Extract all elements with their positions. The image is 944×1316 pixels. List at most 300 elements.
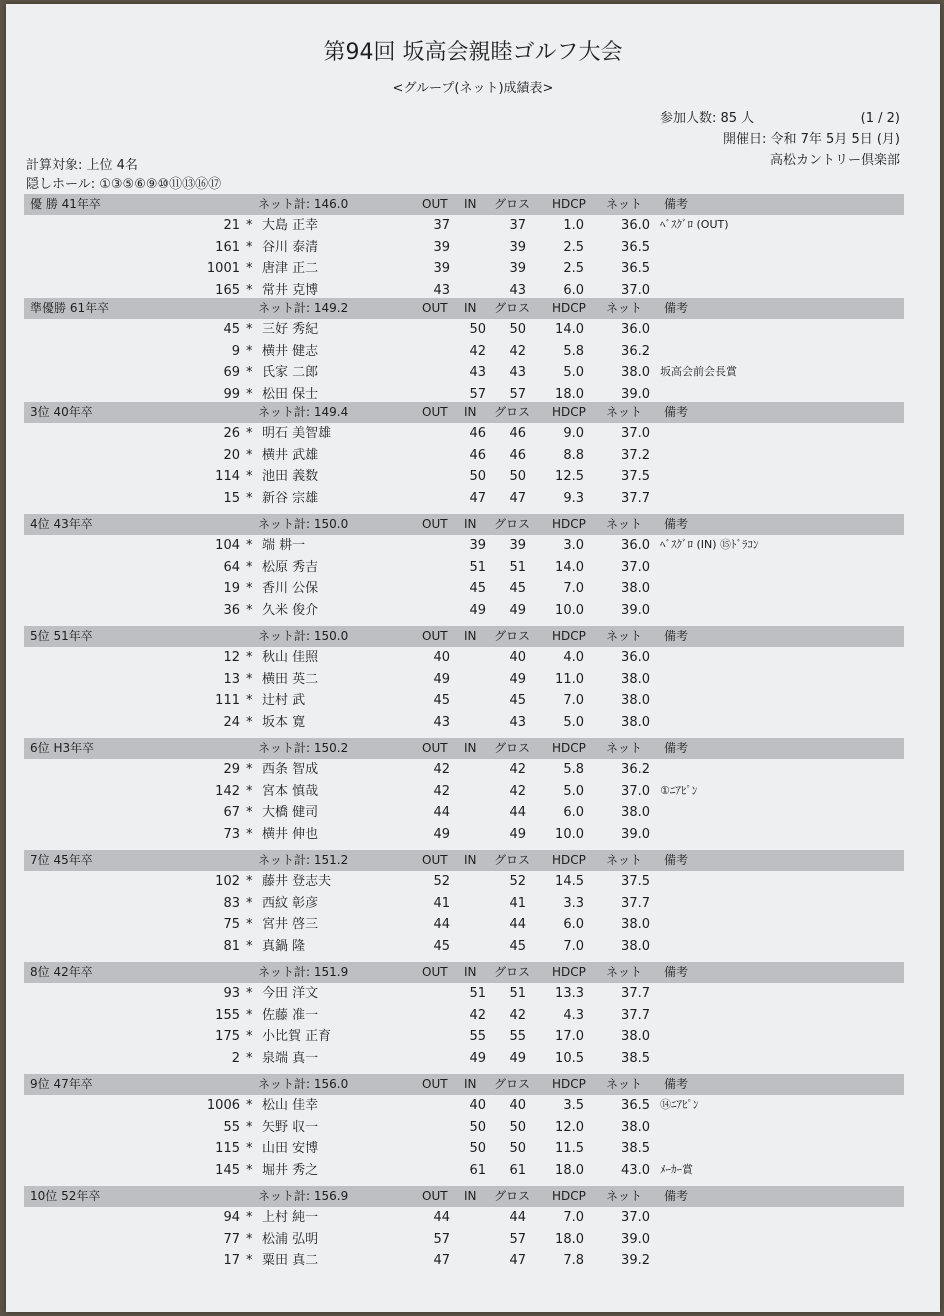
player-name: 坂本 寛 <box>262 714 306 730</box>
handicap: 6.0 <box>563 282 584 298</box>
player-name: 氏家 二郎 <box>262 365 319 380</box>
player-name: 山田 安博 <box>262 1141 319 1156</box>
col-note-header: 備考 <box>664 853 689 867</box>
col-hdcp-header: HDCP <box>552 197 586 211</box>
player-star: * <box>246 895 253 911</box>
player-number: 45 <box>223 322 240 337</box>
score-net: 43.0 <box>621 1162 650 1178</box>
player-name: 宮本 慎哉 <box>262 783 319 799</box>
player-row <box>6 914 940 935</box>
player-row <box>6 215 940 236</box>
col-note-header: 備考 <box>664 301 689 315</box>
handicap: 13.3 <box>555 986 584 1001</box>
player-number: 9 <box>231 343 240 359</box>
player-row <box>6 1117 940 1138</box>
player-row <box>6 936 940 957</box>
player-name: 宮井 啓三 <box>262 917 319 932</box>
handicap: 3.0 <box>563 538 584 553</box>
score-out: 47 <box>433 1253 450 1268</box>
col-hdcp-header: HDCP <box>552 629 586 643</box>
handicap: 2.5 <box>563 261 584 276</box>
handicap: 18.0 <box>555 386 584 402</box>
score-gross: 50 <box>509 322 526 337</box>
col-hdcp-header: HDCP <box>552 741 586 755</box>
player-star: * <box>246 602 253 618</box>
score-net: 38.5 <box>621 1141 650 1156</box>
score-out: 44 <box>433 1210 450 1225</box>
player-name: 久米 俊介 <box>262 602 319 618</box>
score-gross: 49 <box>509 826 526 842</box>
player-name: 池田 義数 <box>262 469 319 484</box>
score-in: 43 <box>469 365 486 380</box>
player-star: * <box>246 1098 253 1113</box>
remark: ⑭ﾆｱﾋﾟﾝ <box>660 1098 699 1111</box>
score-net: 36.2 <box>621 762 650 777</box>
group-header <box>24 962 904 983</box>
player-name: 横井 健志 <box>262 343 319 359</box>
score-in: 50 <box>469 322 486 337</box>
score-net: 37.7 <box>621 490 650 506</box>
player-row <box>6 445 940 466</box>
player-row <box>6 647 940 668</box>
score-gross: 39 <box>509 538 526 553</box>
score-out: 49 <box>433 826 450 842</box>
player-star: * <box>246 343 253 359</box>
col-gross-header: グロス <box>494 629 531 643</box>
player-row <box>6 759 940 780</box>
player-number: 13 <box>223 671 240 687</box>
page-title: 第94回 坂高会親睦ゴルフ大会 <box>323 40 623 65</box>
score-net: 38.0 <box>621 917 650 932</box>
score-net: 37.5 <box>621 469 650 484</box>
col-note-header: 備考 <box>664 197 689 211</box>
player-star: * <box>246 1210 253 1225</box>
player-number: 36 <box>223 602 240 618</box>
group-rank: 4位 43年卒 <box>30 517 93 531</box>
remark: ①ﾆｱﾋﾟﾝ <box>660 783 698 797</box>
score-in: 46 <box>469 447 486 463</box>
handicap: 5.0 <box>563 783 584 799</box>
score-gross: 57 <box>509 1231 526 1247</box>
player-row <box>6 824 940 845</box>
score-gross: 50 <box>509 1119 526 1135</box>
player-star: * <box>246 469 253 484</box>
col-in-header: IN <box>464 301 477 315</box>
participants: 参加人数: 85 人 <box>660 111 755 126</box>
score-net: 39.0 <box>621 826 650 842</box>
player-name: 端 耕一 <box>262 538 306 553</box>
score-out: 40 <box>433 650 450 665</box>
score-net: 37.0 <box>621 282 650 298</box>
player-name: 秋山 佳照 <box>262 650 319 665</box>
score-in: 49 <box>469 1050 486 1066</box>
col-net-header: ネット <box>606 1077 643 1091</box>
group-header <box>24 626 904 647</box>
col-note-header: 備考 <box>664 517 689 531</box>
col-note-header: 備考 <box>664 629 689 643</box>
score-out: 57 <box>433 1231 450 1247</box>
player-number: 12 <box>223 650 240 665</box>
player-star: * <box>246 714 253 730</box>
group-header <box>24 298 904 319</box>
col-hdcp-header: HDCP <box>552 1189 586 1203</box>
player-star: * <box>246 1007 253 1023</box>
handicap: 5.8 <box>563 343 584 359</box>
page-subtitle: <グループ(ネット)成績表> <box>392 81 554 96</box>
handicap: 12.0 <box>555 1119 584 1135</box>
player-star: * <box>246 762 253 777</box>
player-row <box>6 535 940 556</box>
score-in: 57 <box>469 386 486 402</box>
score-gross: 44 <box>509 1210 526 1225</box>
score-gross: 49 <box>509 1050 526 1066</box>
col-in-header: IN <box>464 197 477 211</box>
handicap: 11.0 <box>555 671 584 687</box>
player-star: * <box>246 1141 253 1156</box>
event-date: 開催日: 令和 7年 5月 5日 (月) <box>723 132 900 147</box>
handicap: 7.0 <box>563 693 584 708</box>
score-out: 42 <box>433 762 450 777</box>
group-rank: 準優勝 61年卒 <box>30 301 110 315</box>
score-gross: 40 <box>509 650 526 665</box>
score-gross: 57 <box>509 386 526 402</box>
remark: 坂高会前会長賞 <box>660 365 737 378</box>
score-net: 39.2 <box>621 1253 650 1268</box>
score-gross: 45 <box>509 938 526 954</box>
player-star: * <box>246 805 253 820</box>
player-star: * <box>246 1119 253 1135</box>
player-star: * <box>246 826 253 842</box>
player-number: 17 <box>223 1253 240 1268</box>
player-row <box>6 1048 940 1069</box>
player-number: 20 <box>223 447 240 463</box>
player-star: * <box>246 282 253 298</box>
player-row <box>6 578 940 599</box>
score-net: 36.0 <box>621 650 650 665</box>
group-net-total: ネット計: 150.0 <box>258 629 349 643</box>
score-net: 38.0 <box>621 581 650 596</box>
player-name: 矢野 収一 <box>262 1119 319 1135</box>
col-gross-header: グロス <box>494 1077 531 1091</box>
col-out-header: OUT <box>422 965 448 979</box>
group-net-total: ネット計: 150.0 <box>258 517 349 531</box>
col-net-header: ネット <box>606 741 643 755</box>
col-net-header: ネット <box>606 197 643 211</box>
player-number: 21 <box>223 218 240 233</box>
player-name: 西条 智成 <box>262 762 319 777</box>
player-row <box>6 362 940 383</box>
player-name: 横田 英二 <box>262 671 319 687</box>
handicap: 2.5 <box>563 239 584 255</box>
col-gross-header: グロス <box>494 741 531 755</box>
player-name: 泉端 真一 <box>262 1050 319 1066</box>
group-net-total: ネット計: 151.9 <box>258 965 349 979</box>
player-row <box>6 1229 940 1250</box>
player-name: 上村 純一 <box>262 1210 319 1225</box>
player-number: 77 <box>223 1231 240 1247</box>
col-net-header: ネット <box>606 405 643 419</box>
score-net: 37.7 <box>621 1007 650 1023</box>
score-net: 36.5 <box>621 239 650 255</box>
col-out-header: OUT <box>422 853 448 867</box>
results-sheet <box>6 4 940 1312</box>
col-gross-header: グロス <box>494 1189 531 1203</box>
handicap: 7.0 <box>563 1210 584 1225</box>
player-number: 64 <box>223 559 240 575</box>
player-name: 香川 公保 <box>262 581 319 596</box>
handicap: 7.0 <box>563 938 584 954</box>
player-star: * <box>246 1029 253 1044</box>
score-net: 36.0 <box>621 538 650 553</box>
player-star: * <box>246 426 253 441</box>
player-star: * <box>246 261 253 276</box>
player-name: 藤井 登志夫 <box>262 874 332 889</box>
player-number: 142 <box>215 783 240 799</box>
player-row <box>6 1138 940 1159</box>
score-in: 51 <box>469 559 486 575</box>
player-number: 161 <box>215 239 240 255</box>
player-number: 73 <box>223 826 240 842</box>
score-net: 39.0 <box>621 386 650 402</box>
col-note-header: 備考 <box>664 405 689 419</box>
score-out: 49 <box>433 671 450 687</box>
score-gross: 61 <box>509 1162 526 1178</box>
col-note-header: 備考 <box>664 965 689 979</box>
col-net-header: ネット <box>606 301 643 315</box>
group-header <box>24 1186 904 1207</box>
score-gross: 43 <box>509 282 526 298</box>
score-in: 55 <box>469 1029 486 1044</box>
player-row <box>6 802 940 823</box>
handicap: 5.8 <box>563 762 584 777</box>
player-row <box>6 488 940 509</box>
col-gross-header: グロス <box>494 405 531 419</box>
player-row <box>6 423 940 444</box>
handicap: 18.0 <box>555 1231 584 1247</box>
player-number: 75 <box>223 917 240 932</box>
group-rank: 7位 45年卒 <box>30 853 93 867</box>
player-row <box>6 893 940 914</box>
score-out: 45 <box>433 938 450 954</box>
player-number: 69 <box>223 365 240 380</box>
handicap: 14.0 <box>555 559 584 575</box>
handicap: 6.0 <box>563 805 584 820</box>
handicap: 10.0 <box>555 602 584 618</box>
handicap: 7.8 <box>563 1253 584 1268</box>
score-gross: 51 <box>509 559 526 575</box>
group-header <box>24 738 904 759</box>
remark: ﾍﾞｽｸﾞﾛ (IN) ⑮ﾄﾞﾗｺﾝ <box>660 538 759 551</box>
handicap: 4.3 <box>563 1007 584 1023</box>
score-net: 37.0 <box>621 426 650 441</box>
player-number: 2 <box>231 1050 240 1066</box>
group-net-total: ネット計: 156.9 <box>258 1189 349 1203</box>
player-number: 67 <box>223 805 240 820</box>
player-row <box>6 1207 940 1228</box>
player-name: 西紋 彰彦 <box>262 895 319 911</box>
player-star: * <box>246 447 253 463</box>
score-in: 42 <box>469 343 486 359</box>
col-gross-header: グロス <box>494 517 531 531</box>
player-name: 谷川 泰清 <box>262 239 319 255</box>
score-in: 39 <box>469 538 486 553</box>
score-net: 37.7 <box>621 986 650 1001</box>
handicap: 9.3 <box>563 490 584 506</box>
col-net-header: ネット <box>606 629 643 643</box>
score-gross: 39 <box>509 239 526 255</box>
col-out-header: OUT <box>422 405 448 419</box>
group-net-total: ネット計: 156.0 <box>258 1077 349 1091</box>
score-gross: 45 <box>509 581 526 596</box>
col-hdcp-header: HDCP <box>552 853 586 867</box>
player-row <box>6 690 940 711</box>
player-number: 1006 <box>206 1098 240 1113</box>
score-out: 39 <box>433 261 450 276</box>
score-gross: 44 <box>509 917 526 932</box>
score-net: 38.0 <box>621 693 650 708</box>
group-header <box>24 850 904 871</box>
player-name: 松山 佳幸 <box>262 1098 319 1113</box>
player-star: * <box>246 917 253 932</box>
score-net: 38.0 <box>621 714 650 730</box>
player-row <box>6 1026 940 1047</box>
col-out-header: OUT <box>422 301 448 315</box>
score-gross: 42 <box>509 343 526 359</box>
col-hdcp-header: HDCP <box>552 965 586 979</box>
score-gross: 40 <box>509 1098 526 1113</box>
player-star: * <box>246 239 253 255</box>
score-out: 43 <box>433 282 450 298</box>
col-gross-header: グロス <box>494 853 531 867</box>
handicap: 11.5 <box>555 1141 584 1156</box>
player-number: 26 <box>223 426 240 441</box>
score-in: 50 <box>469 1119 486 1135</box>
col-in-header: IN <box>464 405 477 419</box>
player-name: 粟田 真二 <box>262 1253 319 1268</box>
col-gross-header: グロス <box>494 301 531 315</box>
score-in: 51 <box>469 986 486 1001</box>
score-net: 38.0 <box>621 671 650 687</box>
score-in: 45 <box>469 581 486 596</box>
player-row <box>6 600 940 621</box>
score-net: 39.0 <box>621 602 650 618</box>
player-star: * <box>246 1253 253 1268</box>
handicap: 14.5 <box>555 874 584 889</box>
col-in-header: IN <box>464 629 477 643</box>
score-net: 36.0 <box>621 322 650 337</box>
score-gross: 43 <box>509 365 526 380</box>
handicap: 12.5 <box>555 469 584 484</box>
player-number: 94 <box>223 1210 240 1225</box>
player-name: 小比賀 正育 <box>262 1029 332 1044</box>
score-gross: 37 <box>509 218 526 233</box>
player-star: * <box>246 693 253 708</box>
score-in: 49 <box>469 602 486 618</box>
player-name: 松原 秀吉 <box>262 559 319 575</box>
group-rank: 10位 52年卒 <box>30 1189 101 1203</box>
player-name: 真鍋 隆 <box>262 938 306 954</box>
score-gross: 47 <box>509 1253 526 1268</box>
score-in: 61 <box>469 1162 486 1178</box>
col-net-header: ネット <box>606 517 643 531</box>
player-name: 三好 秀紀 <box>262 322 319 337</box>
score-net: 37.0 <box>621 559 650 575</box>
handicap: 6.0 <box>563 917 584 932</box>
score-out: 44 <box>433 917 450 932</box>
handicap: 3.5 <box>563 1098 584 1113</box>
score-gross: 46 <box>509 426 526 441</box>
score-in: 50 <box>469 469 486 484</box>
player-star: * <box>246 986 253 1001</box>
player-name: 今田 洋文 <box>262 986 319 1001</box>
player-star: * <box>246 490 253 506</box>
score-net: 39.0 <box>621 1231 650 1247</box>
handicap: 18.0 <box>555 1162 584 1178</box>
score-out: 52 <box>433 874 450 889</box>
player-row <box>6 871 940 892</box>
player-number: 55 <box>223 1119 240 1135</box>
group-net-total: ネット計: 149.4 <box>258 405 349 419</box>
score-net: 36.5 <box>621 1098 650 1113</box>
handicap: 5.0 <box>563 365 584 380</box>
player-number: 19 <box>223 581 240 596</box>
score-net: 38.0 <box>621 1119 650 1135</box>
score-net: 36.5 <box>621 261 650 276</box>
group-rank: 9位 47年卒 <box>30 1077 93 1091</box>
player-row <box>6 781 940 802</box>
col-note-header: 備考 <box>664 1189 689 1203</box>
player-number: 155 <box>215 1007 240 1023</box>
player-row <box>6 1250 940 1271</box>
player-name: 佐藤 准一 <box>262 1007 319 1023</box>
player-row <box>6 712 940 733</box>
score-gross: 43 <box>509 714 526 730</box>
handicap: 8.8 <box>563 447 584 463</box>
score-gross: 49 <box>509 671 526 687</box>
col-out-header: OUT <box>422 629 448 643</box>
player-row <box>6 258 940 279</box>
group-rank: 優 勝 41年卒 <box>30 197 101 211</box>
group-rank: 3位 40年卒 <box>30 405 93 419</box>
player-name: 横井 伸也 <box>262 826 319 842</box>
col-in-header: IN <box>464 741 477 755</box>
col-out-header: OUT <box>422 517 448 531</box>
col-out-header: OUT <box>422 741 448 755</box>
group-rank: 5位 51年卒 <box>30 629 93 643</box>
score-net: 37.5 <box>621 874 650 889</box>
score-gross: 55 <box>509 1029 526 1044</box>
player-star: * <box>246 1231 253 1247</box>
group-header <box>24 1074 904 1095</box>
player-row <box>6 669 940 690</box>
col-hdcp-header: HDCP <box>552 405 586 419</box>
score-in: 40 <box>469 1098 486 1113</box>
group-header <box>24 514 904 535</box>
handicap: 14.0 <box>555 322 584 337</box>
player-row <box>6 983 940 1004</box>
player-star: * <box>246 538 253 553</box>
remark: ﾍﾞｽｸﾞﾛ (OUT) <box>660 218 729 231</box>
col-note-header: 備考 <box>664 1077 689 1091</box>
col-net-header: ネット <box>606 1189 643 1203</box>
player-star: * <box>246 559 253 575</box>
group-header <box>24 402 904 423</box>
score-gross: 42 <box>509 762 526 777</box>
score-net: 38.0 <box>621 1029 650 1044</box>
col-in-header: IN <box>464 853 477 867</box>
group-net-total: ネット計: 146.0 <box>258 197 349 211</box>
score-net: 37.2 <box>621 447 650 463</box>
